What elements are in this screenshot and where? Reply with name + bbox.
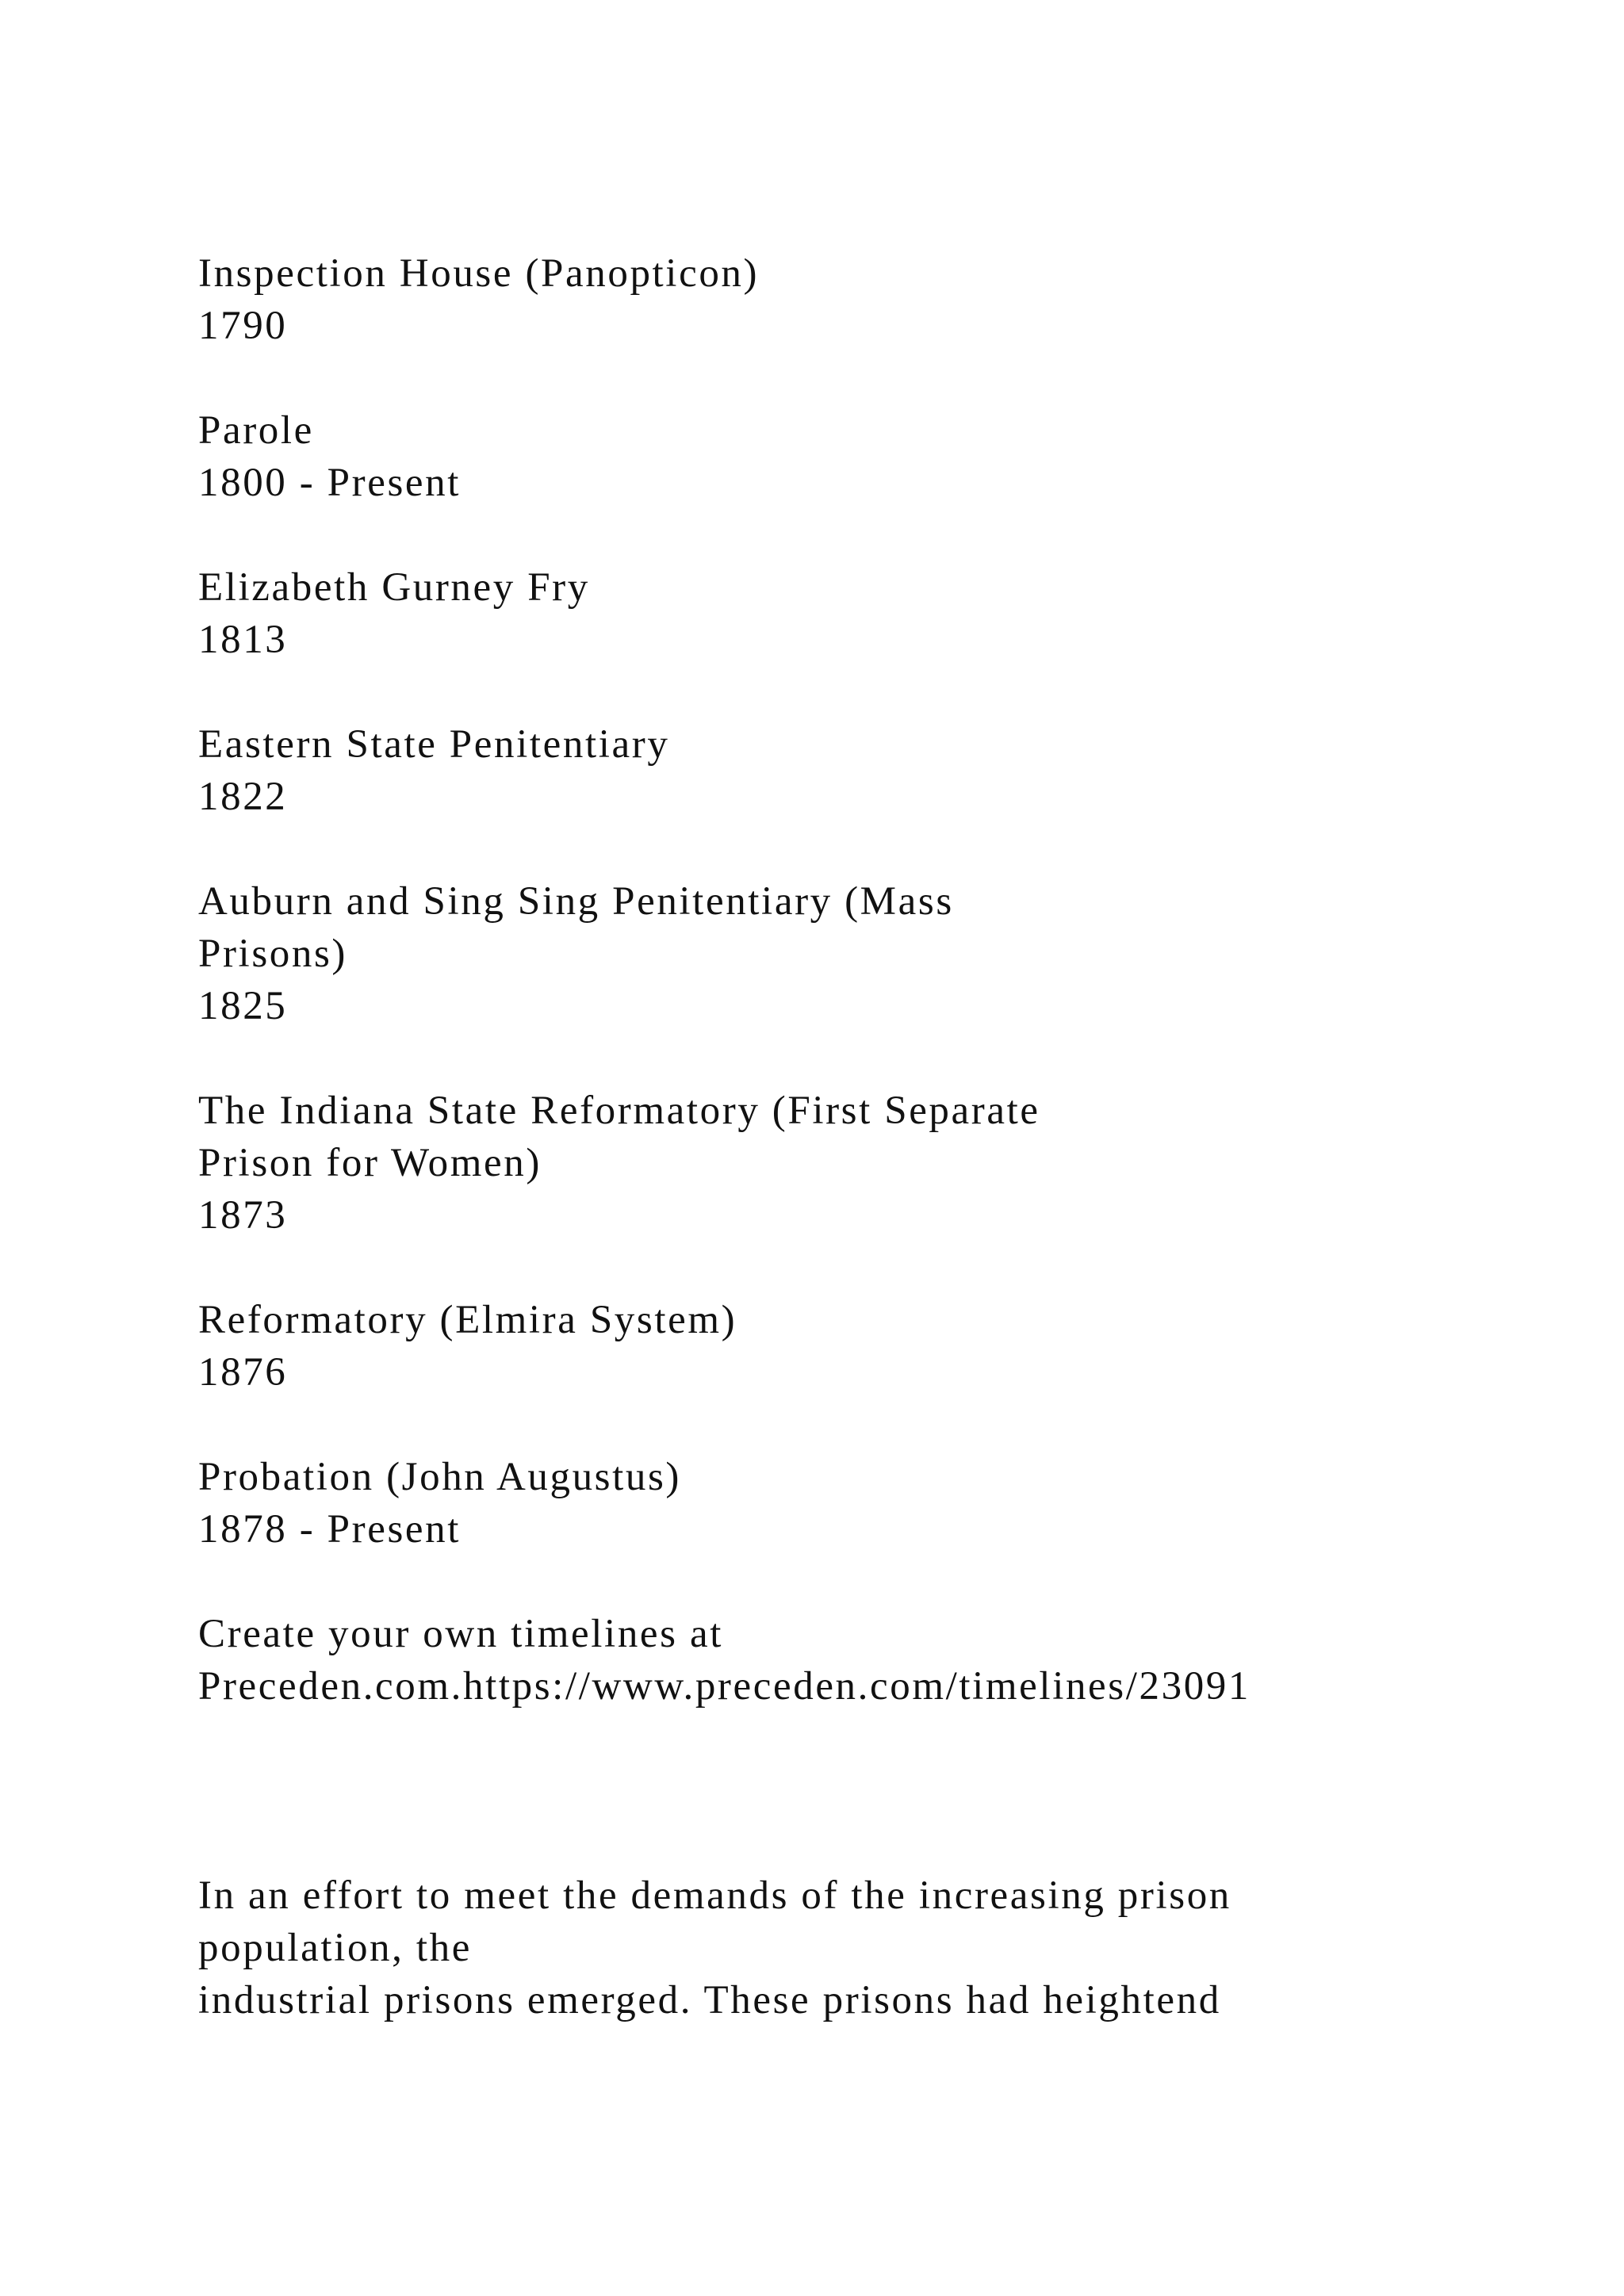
entry-title: Probation (John Augustus) [198, 1455, 682, 1499]
timeline-entry [198, 1451, 1546, 1556]
entry-title: Elizabeth Gurney Fry [198, 565, 590, 610]
spacer [198, 509, 1546, 561]
entry-title: Auburn and Sing Sing Penitentiary (Mass [198, 879, 954, 924]
body-paragraph [198, 1869, 1546, 2026]
timeline-entry [198, 1294, 1546, 1399]
entry-date: 1822 [198, 775, 288, 819]
spacer [198, 1399, 1546, 1451]
entry-date: 1876 [198, 1350, 288, 1395]
entry-title: Eastern State Penitentiary [198, 722, 670, 767]
spacer [198, 666, 1546, 718]
spacer [198, 1242, 1546, 1294]
timeline-entry [198, 718, 1546, 823]
entry-date: 1790 [198, 304, 288, 348]
entry-title: Reformatory (Elmira System) [198, 1298, 737, 1342]
timeline-entry [198, 561, 1546, 666]
timeline-entry [198, 875, 1546, 1032]
spacer [198, 352, 1546, 404]
spacer [198, 823, 1546, 875]
spacer [198, 1712, 1546, 1869]
document-text [198, 247, 1546, 2026]
entry-date: 1813 [198, 618, 288, 662]
spacer [198, 1556, 1546, 1608]
timeline-credit [198, 1608, 1546, 1712]
paragraph-line: population, the [198, 1926, 472, 1970]
entry-date: 1878 - Present [198, 1507, 462, 1552]
entry-title: Prison for Women) [198, 1141, 542, 1185]
spacer [198, 1032, 1546, 1085]
entry-date: 1825 [198, 984, 288, 1028]
entry-date: 1800 - Present [198, 461, 462, 505]
entry-title: Parole [198, 408, 314, 453]
timeline-entry [198, 404, 1546, 509]
credit-link: Preceden.com.https://www.preceden.com/timelines/23091 [198, 1664, 1251, 1709]
entry-title: Prisons) [198, 932, 347, 976]
entry-title: The Indiana State Reformatory (First Separate [198, 1089, 1040, 1133]
timeline-entry [198, 1085, 1546, 1242]
paragraph-line: industrial prisons emerged. These prisons had heightend [198, 1978, 1221, 2022]
entry-title: Inspection House (Panopticon) [198, 251, 760, 296]
entry-date: 1873 [198, 1193, 288, 1238]
timeline-entry [198, 247, 1546, 352]
paragraph-line: In an effort to meet the demands of the increasing prison [198, 1873, 1231, 1918]
credit-line: Create your own timelines at [198, 1612, 723, 1656]
